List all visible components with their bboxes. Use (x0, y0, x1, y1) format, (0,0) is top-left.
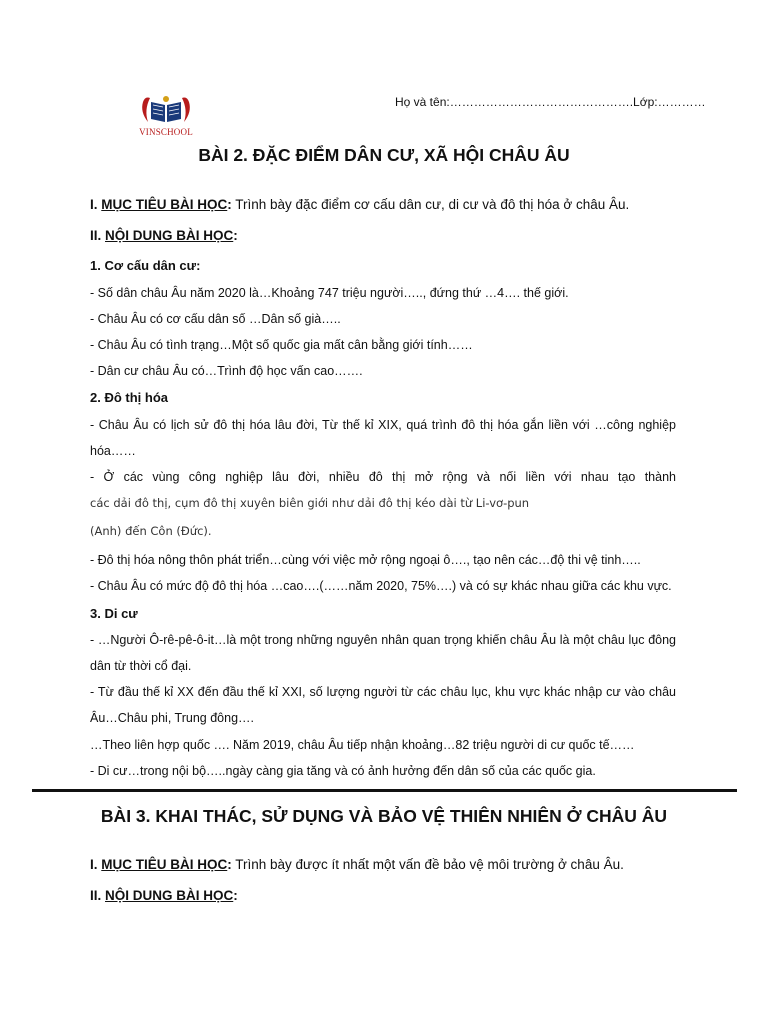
section3-line: …Theo liên hợp quốc …. Năm 2019, châu Âu tiếp nhận khoảng…82 triệu người di cư quốc tế…… (90, 738, 635, 752)
content-colon: : (233, 888, 238, 903)
section3-line: - …Người Ô-rê-pê-ô-it…là một trong những nguyên nhân quan trọng khiến châu Âu là một châu lục đông (90, 633, 676, 647)
section2-line: các dải đô thị, cụm đô thị xuyên biên giới như dải đô thị kéo dài từ Li-vơ-pun (90, 496, 530, 510)
section1-title: 1. Cơ cấu dân cư: (90, 258, 201, 273)
section1-line: - Châu Âu có cơ cấu dân số …Dân số già….. (90, 312, 341, 326)
book-emblem-icon (134, 92, 198, 128)
logo-text: VINSCHOOL (139, 127, 193, 137)
section2-line: hóa…… (90, 444, 136, 458)
section3-line: - Từ đầu thế kỉ XX đến đầu thế kỉ XXI, số lượng người từ các châu lục, khu vực khác nhập cư vào châu (90, 685, 676, 699)
content-colon: : (233, 228, 238, 243)
section2-line: (Anh) đến Côn (Đức). (90, 524, 212, 538)
section1-line: - Dân cư châu Âu có…Trình độ học vấn cao……. (90, 364, 363, 378)
objective-prefix: I. (90, 857, 102, 872)
lesson2-objective (90, 197, 676, 212)
lesson2-content-heading (90, 228, 676, 243)
section2-line: - Châu Âu có lịch sử đô thị hóa lâu đời, Từ thế kỉ XIX, quá trình đô thị hóa gắn liền với …công nghiệp (90, 418, 676, 432)
lesson3-content-heading (90, 888, 676, 903)
objective-text: Trình bày đặc điểm cơ cấu dân cư, di cư và đô thị hóa ở châu Âu. (231, 197, 630, 212)
objective-label: MỤC TIÊU BÀI HỌC (101, 197, 228, 212)
objective-label: MỤC TIÊU BÀI HỌC (101, 857, 228, 872)
content-label: NỘI DUNG BÀI HỌC (105, 228, 234, 243)
content-label: NỘI DUNG BÀI HỌC (105, 888, 234, 903)
content-prefix: II. (90, 888, 106, 903)
content-prefix: II. (90, 228, 106, 243)
name-class-field[interactable]: Họ và tên:……………………………………….Lớp:………… (395, 95, 706, 109)
objective-prefix: I. (90, 197, 102, 212)
section2-line: - Châu Âu có mức độ đô thị hóa …cao….(……năm 2020, 75%….) và có sự khác nhau giữa các khu vực. (90, 579, 672, 593)
objective-text: Trình bày được ít nhất một vấn đề bảo vệ môi trường ở châu Âu. (231, 857, 624, 872)
lesson2-title: BÀI 2. ĐẶC ĐIỂM DÂN CƯ, XÃ HỘI CHÂU ÂU (198, 145, 570, 165)
section3-line: Âu…Châu phi, Trung đông…. (90, 711, 254, 725)
objective-colon: : (227, 857, 232, 872)
section3-title: 3. Di cư (90, 606, 138, 621)
section3-line: dân từ thời cổ đại. (90, 659, 192, 673)
section1-line: - Số dân châu Âu năm 2020 là…Khoảng 747 triệu người….., đứng thứ …4…. thế giới. (90, 286, 569, 300)
section2-line: - Ở các vùng công nghiệp lâu đời, nhiều đô thị mở rộng và nối liền với nhau tạo thành (90, 470, 676, 484)
section3-line: - Di cư…trong nội bộ…..ngày càng gia tăng và có ảnh hưởng đến dân số của các quốc gia. (90, 764, 596, 778)
section1-line: - Châu Âu có tình trạng…Một số quốc gia mất cân bằng giới tính…… (90, 338, 473, 352)
lesson3-objective (90, 857, 676, 872)
section-divider (32, 789, 737, 792)
vinschool-logo (134, 92, 198, 146)
section2-line: - Đô thị hóa nông thôn phát triển…cùng với việc mở rộng ngoại ô…., tạo nên các…độ thi vệ tinh….. (90, 553, 641, 567)
objective-colon: : (227, 197, 232, 212)
lesson3-title: BÀI 3. KHAI THÁC, SỬ DỤNG VÀ BẢO VỆ THIÊN NHIÊN Ở CHÂU ÂU (100, 806, 668, 826)
section2-title: 2. Đô thị hóa (90, 390, 168, 405)
